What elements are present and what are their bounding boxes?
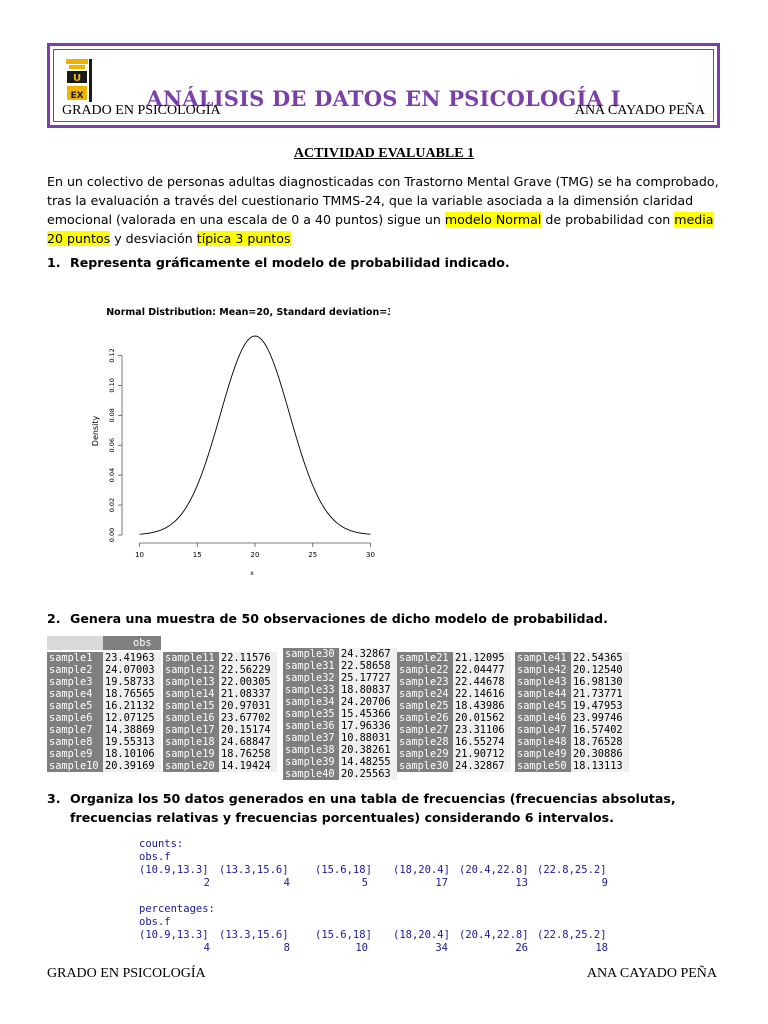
interval-label: (18,20.4] bbox=[393, 864, 450, 876]
sample-value: 20.25563 bbox=[339, 768, 397, 780]
question-2-number: 2. bbox=[47, 611, 61, 626]
x-tick-label: 30 bbox=[365, 551, 375, 559]
sample-label: sample13 bbox=[163, 676, 219, 688]
sample-value: 23.31106 bbox=[453, 724, 511, 736]
count-value: 4 bbox=[283, 877, 290, 889]
sample-label: sample34 bbox=[283, 696, 339, 708]
intro-text-1: En un colectivo de personas adultas diagnosticadas con Trastorno Mental Grave (TMG) se ha comprobado, tras la evaluación a través del cuestionario TMMS-24, que la variable asociada a la dimensión claridad emocional (valorada en una escala de 0 a 40 puntos) sigue un bbox=[47, 174, 719, 227]
sample-label: sample30 bbox=[397, 760, 453, 772]
question-3-text: Organiza los 50 datos generados en una tabla de frecuencias (frecuencias absolutas, frecuencias relativas y frecuencias porcentuales) considerando 6 intervalos. bbox=[70, 791, 676, 825]
counts-var-label: obs.f bbox=[139, 851, 171, 863]
x-tick-label: 10 bbox=[135, 551, 145, 559]
sample-label: sample25 bbox=[397, 700, 453, 712]
sample-value: 18.13113 bbox=[571, 760, 629, 772]
interval-label: (13.3,15.6] bbox=[219, 929, 289, 941]
counts-intervals-row bbox=[139, 864, 629, 877]
sample-value: 22.14616 bbox=[453, 688, 511, 700]
question-1-number: 1. bbox=[47, 255, 61, 270]
interval-label: (15.6,18] bbox=[315, 864, 372, 876]
sample-value: 20.38261 bbox=[339, 744, 397, 756]
y-tick-label: 0.04 bbox=[108, 467, 116, 483]
sample-label: sample4 bbox=[47, 688, 103, 700]
footer-author: ANA CAYADO PEÑA bbox=[586, 966, 717, 981]
sample-value: 21.12095 bbox=[453, 652, 511, 664]
sample-label: sample26 bbox=[397, 712, 453, 724]
sample-value: 16.21132 bbox=[103, 700, 161, 712]
sample-value: 22.11576 bbox=[219, 652, 277, 664]
sample-value: 23.99746 bbox=[571, 712, 629, 724]
question-3 bbox=[47, 789, 720, 827]
percentage-value: 4 bbox=[203, 942, 210, 954]
sample-value: 15.45366 bbox=[339, 708, 397, 720]
count-value: 2 bbox=[203, 877, 210, 889]
sample-label: sample43 bbox=[515, 676, 571, 688]
count-value: 5 bbox=[361, 877, 368, 889]
sample-label: sample15 bbox=[163, 700, 219, 712]
header-degree: GRADO EN PSICOLOGÍA bbox=[62, 103, 221, 118]
intro-text-3: y desviación bbox=[110, 231, 197, 246]
sample-label: sample5 bbox=[47, 700, 103, 712]
sample-table-corner bbox=[47, 636, 103, 650]
sample-label: sample27 bbox=[397, 724, 453, 736]
sample-label: sample35 bbox=[283, 708, 339, 720]
sample-label: sample6 bbox=[47, 712, 103, 724]
sample-value: 22.04477 bbox=[453, 664, 511, 676]
question-2 bbox=[47, 609, 720, 628]
sample-label: sample33 bbox=[283, 684, 339, 696]
frequency-output bbox=[139, 838, 629, 955]
sample-label: sample8 bbox=[47, 736, 103, 748]
sample-label: sample11 bbox=[163, 652, 219, 664]
y-tick-label: 0.12 bbox=[108, 348, 116, 363]
y-tick-label: 0.06 bbox=[108, 437, 116, 453]
spacer-row bbox=[139, 890, 629, 903]
sample-value: 18.43986 bbox=[453, 700, 511, 712]
sample-value: 16.98130 bbox=[571, 676, 629, 688]
percentages-var-label: obs.f bbox=[139, 916, 171, 928]
percentage-value: 8 bbox=[283, 942, 290, 954]
interval-label: (10.9,13.3] bbox=[139, 864, 209, 876]
counts-label-row bbox=[139, 838, 629, 851]
sample-label: sample50 bbox=[515, 760, 571, 772]
sample-label: sample38 bbox=[283, 744, 339, 756]
sample-value: 10.88031 bbox=[339, 732, 397, 744]
x-tick-label: 15 bbox=[192, 551, 202, 559]
sample-value: 16.57402 bbox=[571, 724, 629, 736]
interval-label: (10.9,13.3] bbox=[139, 929, 209, 941]
sample-value: 25.17727 bbox=[339, 672, 397, 684]
interval-label: (15.6,18] bbox=[315, 929, 372, 941]
percentage-value: 18 bbox=[595, 942, 608, 954]
sample-label: sample3 bbox=[47, 676, 103, 688]
percentages-values-row bbox=[139, 942, 629, 955]
sample-value: 24.68847 bbox=[219, 736, 277, 748]
sample-label: sample9 bbox=[47, 748, 103, 760]
sample-value: 14.48255 bbox=[339, 756, 397, 768]
sample-value: 12.07125 bbox=[103, 712, 161, 724]
sample-label: sample30 bbox=[283, 648, 339, 660]
count-value: 17 bbox=[435, 877, 448, 889]
sample-value: 21.73771 bbox=[571, 688, 629, 700]
sample-value: 22.58658 bbox=[339, 660, 397, 672]
sample-label: sample31 bbox=[283, 660, 339, 672]
sample-value: 18.76565 bbox=[103, 688, 161, 700]
interval-label: (13.3,15.6] bbox=[219, 864, 289, 876]
sample-value: 18.76528 bbox=[571, 736, 629, 748]
intro-text-2: de probabilidad con bbox=[541, 212, 675, 227]
sample-value: 21.90712 bbox=[453, 748, 511, 760]
chart-title: Normal Distribution: Mean=20, Standard deviation=3 bbox=[106, 307, 390, 318]
sample-label: sample12 bbox=[163, 664, 219, 676]
sample-label: sample10 bbox=[47, 760, 103, 772]
sample-label: sample1 bbox=[47, 652, 103, 664]
sample-value: 18.76258 bbox=[219, 748, 277, 760]
sample-value: 19.47953 bbox=[571, 700, 629, 712]
sample-value: 24.32867 bbox=[339, 648, 397, 660]
percentages-label: percentages: bbox=[139, 903, 215, 915]
sample-label: sample21 bbox=[397, 652, 453, 664]
sample-value: 24.07003 bbox=[103, 664, 161, 676]
sample-label: sample28 bbox=[397, 736, 453, 748]
interval-label: (20.4,22.8] bbox=[459, 929, 529, 941]
sample-label: sample44 bbox=[515, 688, 571, 700]
percentages-label-row bbox=[139, 903, 629, 916]
sample-label: sample20 bbox=[163, 760, 219, 772]
sample-label: sample39 bbox=[283, 756, 339, 768]
sample-value: 18.10106 bbox=[103, 748, 161, 760]
sample-value: 22.54365 bbox=[571, 652, 629, 664]
sample-label: sample36 bbox=[283, 720, 339, 732]
percentage-value: 26 bbox=[515, 942, 528, 954]
sample-label: sample37 bbox=[283, 732, 339, 744]
interval-label: (18,20.4] bbox=[393, 929, 450, 941]
sample-value: 24.20706 bbox=[339, 696, 397, 708]
sample-label: sample19 bbox=[163, 748, 219, 760]
sample-label: sample49 bbox=[515, 748, 571, 760]
question-1 bbox=[47, 253, 720, 272]
count-value: 9 bbox=[601, 877, 608, 889]
sample-table-header: obs bbox=[103, 636, 161, 650]
y-tick-label: 0.10 bbox=[108, 378, 116, 393]
sample-label: sample14 bbox=[163, 688, 219, 700]
sample-value: 20.01562 bbox=[453, 712, 511, 724]
svg-text:EX: EX bbox=[70, 91, 84, 101]
sample-label: sample23 bbox=[397, 676, 453, 688]
sample-value: 16.55274 bbox=[453, 736, 511, 748]
sample-label: sample48 bbox=[515, 736, 571, 748]
sample-label: sample2 bbox=[47, 664, 103, 676]
sample-label: sample24 bbox=[397, 688, 453, 700]
highlight-model: modelo Normal bbox=[444, 212, 542, 227]
sample-value: 19.58733 bbox=[103, 676, 161, 688]
percentages-var-row bbox=[139, 916, 629, 929]
percentage-value: 34 bbox=[435, 942, 448, 954]
sample-value: 24.32867 bbox=[453, 760, 511, 772]
sample-value: 18.80837 bbox=[339, 684, 397, 696]
y-tick-label: 0.08 bbox=[108, 408, 116, 423]
sample-label: sample40 bbox=[283, 768, 339, 780]
sample-label: sample45 bbox=[515, 700, 571, 712]
sample-value: 19.55313 bbox=[103, 736, 161, 748]
normal-distribution-chart bbox=[90, 293, 390, 583]
highlight-mean: media 20 puntos bbox=[47, 212, 714, 246]
interval-label: (22.8,25.2] bbox=[537, 929, 607, 941]
chart-xlabel: x bbox=[250, 570, 254, 577]
question-2-text: Genera una muestra de 50 observaciones de dicho modelo de probabilidad. bbox=[70, 611, 608, 626]
sample-value: 17.96336 bbox=[339, 720, 397, 732]
interval-label: (20.4,22.8] bbox=[459, 864, 529, 876]
sample-label: sample7 bbox=[47, 724, 103, 736]
sample-value: 22.00305 bbox=[219, 676, 277, 688]
sample-value: 20.15174 bbox=[219, 724, 277, 736]
y-tick-label: 0.00 bbox=[108, 527, 116, 543]
counts-label: counts: bbox=[139, 838, 184, 850]
sample-value: 21.08337 bbox=[219, 688, 277, 700]
header-inner-border bbox=[53, 49, 714, 122]
counts-values-row bbox=[139, 877, 629, 890]
sample-label: sample18 bbox=[163, 736, 219, 748]
sample-label: sample29 bbox=[397, 748, 453, 760]
count-value: 13 bbox=[515, 877, 528, 889]
header-author: ANA CAYADO PEÑA bbox=[574, 103, 705, 118]
sample-value: 23.41963 bbox=[103, 652, 161, 664]
sample-value: 20.97031 bbox=[219, 700, 277, 712]
sample-value: 23.67702 bbox=[219, 712, 277, 724]
sample-value: 22.44678 bbox=[453, 676, 511, 688]
svg-text:U: U bbox=[72, 73, 82, 84]
question-1-text: Representa gráficamente el modelo de probabilidad indicado. bbox=[70, 255, 510, 270]
question-3-number: 3. bbox=[47, 791, 61, 806]
percentages-intervals-row bbox=[139, 929, 629, 942]
sample-value: 20.39169 bbox=[103, 760, 161, 772]
x-tick-label: 20 bbox=[250, 551, 260, 559]
sample-value: 20.12540 bbox=[571, 664, 629, 676]
y-tick-label: 0.02 bbox=[108, 497, 116, 513]
interval-label: (22.8,25.2] bbox=[537, 864, 607, 876]
counts-var-row bbox=[139, 851, 629, 864]
document-header bbox=[47, 43, 720, 128]
sample-label: sample17 bbox=[163, 724, 219, 736]
percentage-value: 10 bbox=[355, 942, 368, 954]
sample-label: sample22 bbox=[397, 664, 453, 676]
sample-value: 20.30886 bbox=[571, 748, 629, 760]
highlight-sd: típica 3 puntos bbox=[196, 231, 291, 246]
sample-label: sample41 bbox=[515, 652, 571, 664]
intro-paragraph bbox=[47, 172, 719, 248]
footer-degree: GRADO EN PSICOLOGÍA bbox=[47, 966, 206, 981]
sample-value: 14.19424 bbox=[219, 760, 277, 772]
sample-label: sample47 bbox=[515, 724, 571, 736]
document-title: ANÁLISIS DE DATOS EN PSICOLOGÍA I bbox=[146, 86, 621, 111]
x-tick-label: 25 bbox=[308, 551, 318, 559]
sample-label: sample32 bbox=[283, 672, 339, 684]
activity-title: ACTIVIDAD EVALUABLE 1 bbox=[293, 146, 475, 161]
chart-ylabel: Density bbox=[91, 415, 100, 447]
sample-label: sample46 bbox=[515, 712, 571, 724]
sample-value: 22.56229 bbox=[219, 664, 277, 676]
sample-label: sample16 bbox=[163, 712, 219, 724]
sample-label: sample42 bbox=[515, 664, 571, 676]
sample-value: 14.38869 bbox=[103, 724, 161, 736]
